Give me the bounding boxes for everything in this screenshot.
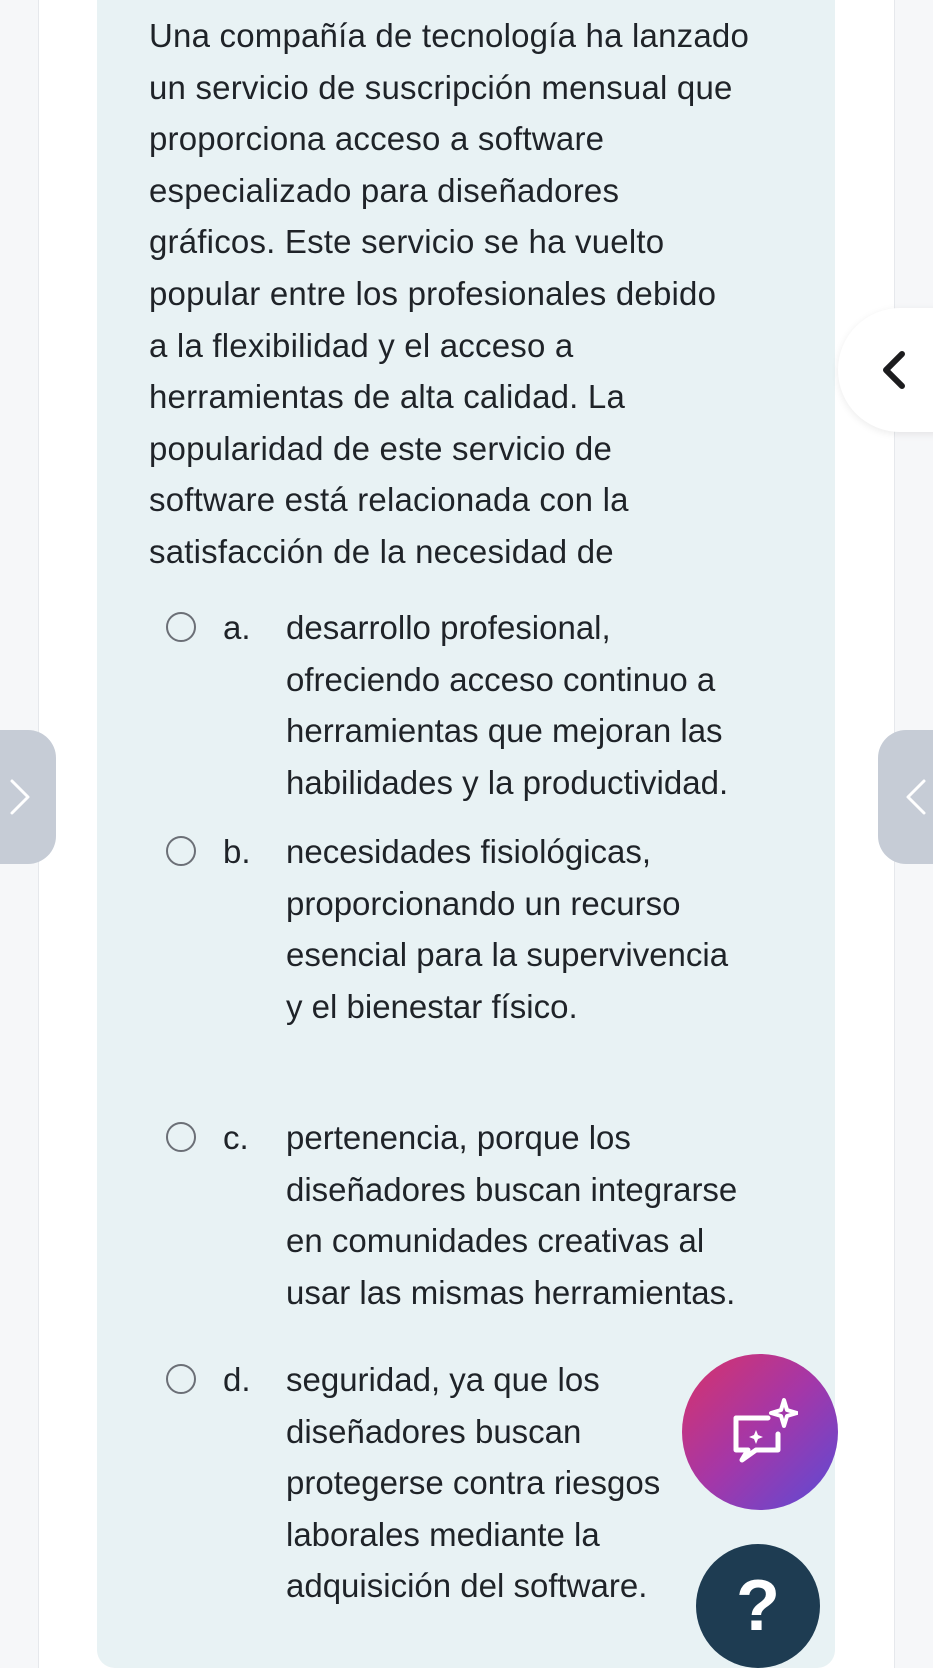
option-letter: b. xyxy=(223,833,251,870)
help-button[interactable]: ? xyxy=(696,1544,820,1668)
radio-button-d[interactable] xyxy=(166,1364,196,1394)
option-text: desarrollo profesional, ofreciendo acceso continuo a herramientas que mejoran las habilidades y la productividad. xyxy=(286,609,729,801)
question-text: Una compañía de tecnología ha lanzado un servicio de suscripción mensual que proporciona acceso a software especializado para diseñadores gráficos. Este servicio se ha vuelto popular entre los profesionales debido a la flexibilidad y el acceso a herramientas de alta calidad. La popularidad de este servicio de software está relacionada con la satisfacción de la necesidad de xyxy=(149,17,749,570)
option-letter: c. xyxy=(223,1119,249,1156)
sparkle-chat-icon xyxy=(722,1394,798,1470)
radio-button-c[interactable] xyxy=(166,1122,196,1152)
collapse-panel-button[interactable] xyxy=(838,308,933,432)
option-letter: a. xyxy=(223,609,251,646)
option-text: seguridad, ya que los diseñadores buscan protegerse contra riesgos laborales mediante la adquisición del software. xyxy=(286,1361,661,1605)
chevron-left-icon xyxy=(880,350,908,390)
option-letter: d. xyxy=(223,1361,251,1398)
radio-button-b[interactable] xyxy=(166,836,196,866)
chevron-right-icon xyxy=(4,777,34,817)
ai-assistant-button[interactable] xyxy=(682,1354,838,1510)
option-text: necesidades fisiológicas, proporcionando un recurso esencial para la supervivencia y el bienestar físico. xyxy=(286,833,729,1025)
chevron-left-icon xyxy=(902,777,932,817)
option-text: pertenencia, porque los diseñadores buscan integrarse en comunidades creativas al usar las mismas herramientas. xyxy=(286,1119,738,1311)
radio-button-a[interactable] xyxy=(166,612,196,642)
next-question-button[interactable] xyxy=(878,730,933,864)
previous-question-button[interactable] xyxy=(0,730,56,864)
